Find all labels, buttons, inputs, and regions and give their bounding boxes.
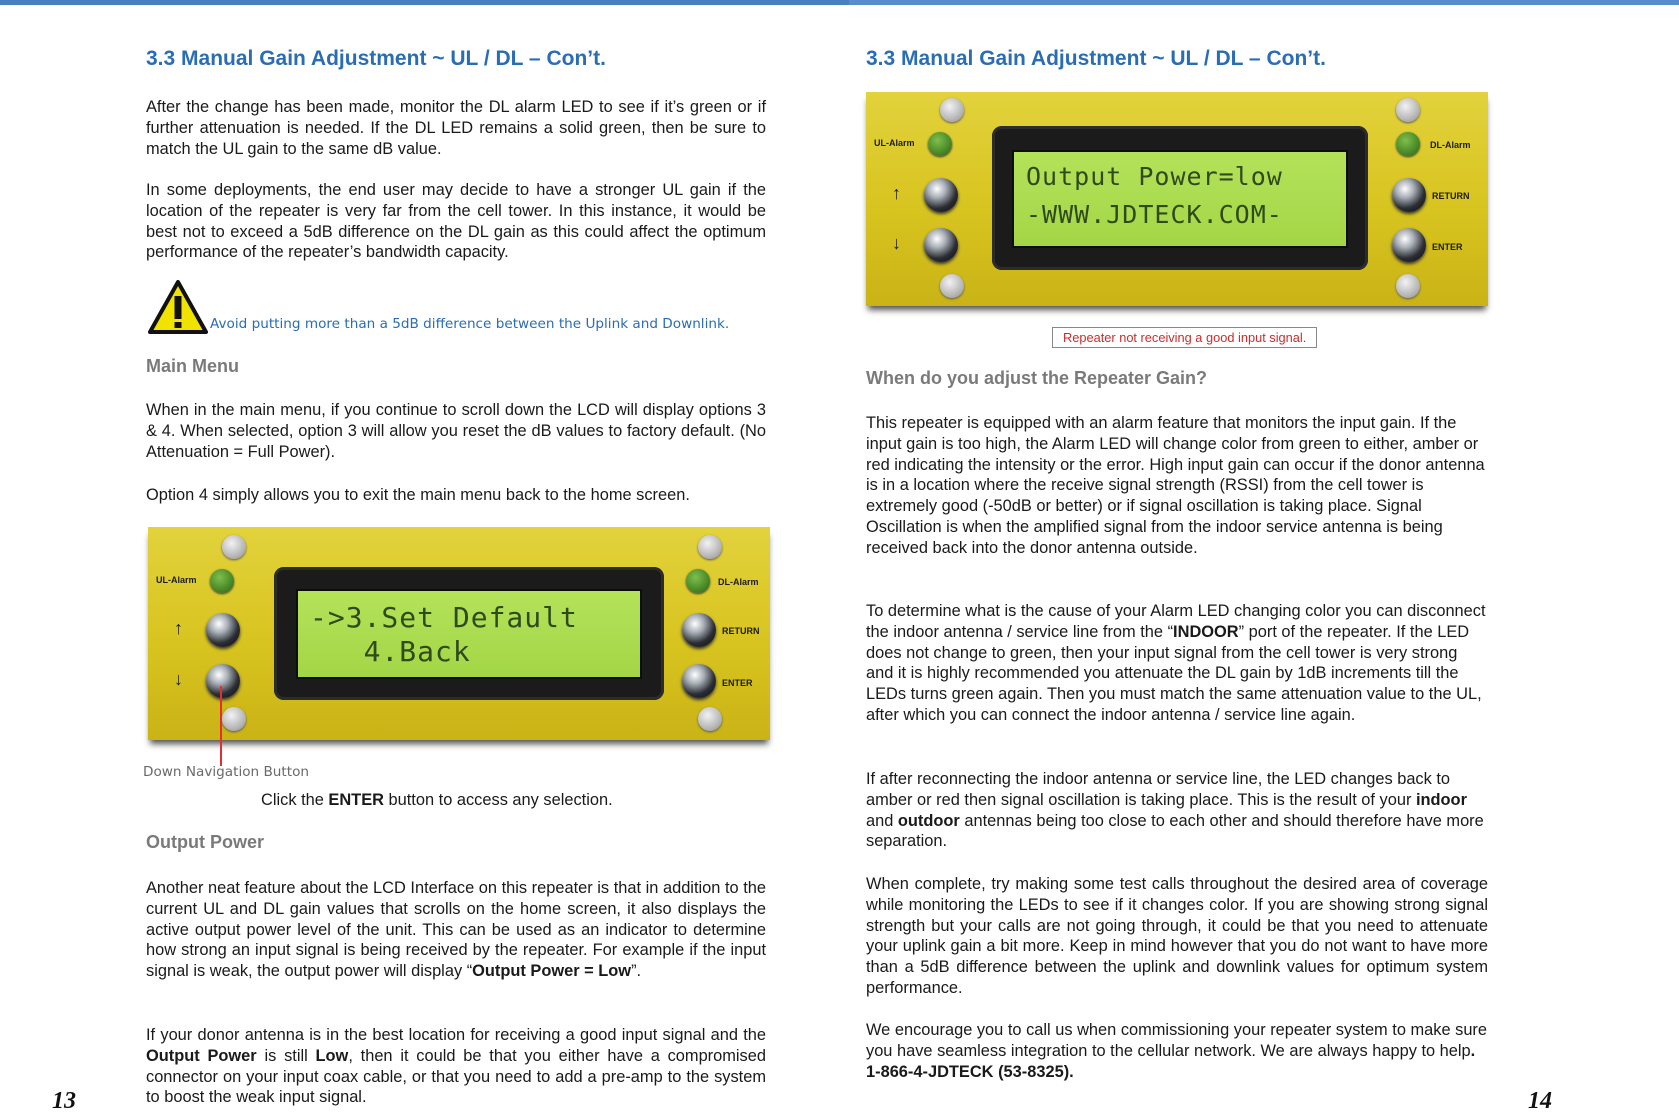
enter-button[interactable] — [682, 664, 716, 698]
repeater-panel-image — [148, 527, 770, 740]
screw-icon — [222, 707, 246, 731]
screw-icon — [222, 535, 246, 559]
return-button[interactable] — [682, 613, 716, 647]
paragraph-output-power: Another neat feature about the LCD Interface on this repeater is that in addition to the current UL and DL gain values that scrolls on the home screen, it also displays the active output power level of the unit. This can be used as an indicator to determine how strong an input signal is being received by the repeater. For example if the input signal is weak, the output power will display “Output Power = Low”. — [146, 879, 766, 981]
return-label: RETURN — [722, 626, 760, 636]
page-number-14: 14 — [1528, 1088, 1552, 1114]
dl-alarm-label: DL-Alarm — [718, 577, 759, 587]
dl-alarm-label: DL-Alarm — [1430, 140, 1471, 150]
down-arrow-icon: ↓ — [174, 669, 183, 689]
lcd-bezel — [274, 567, 664, 700]
up-arrow-icon: ↑ — [892, 183, 901, 203]
screw-icon — [698, 707, 722, 731]
screw-icon — [698, 535, 722, 559]
enter-button[interactable] — [1392, 228, 1426, 262]
enter-label: ENTER — [722, 678, 753, 688]
paragraph-option-4: Option 4 simply allows you to exit the main menu back to the home screen. — [146, 486, 690, 504]
screw-icon — [940, 274, 964, 298]
paragraph-reconnecting: If after reconnecting the indoor antenna or service line, the LED changes back to amber or red then signal oscillation is taking place. This is the result of your indoor and outdoor antennas being too close to each other and should therefore have more separation. — [866, 770, 1484, 851]
page-title: 3.3 Manual Gain Adjustment ~ UL / DL – Con’t. — [866, 47, 1326, 70]
screw-icon — [1396, 274, 1420, 298]
paragraph-after-change: After the change has been made, monitor the DL alarm LED to see if it’s green or if further attenuation is needed. If the DL LED remains a solid green, then be sure to match the UL gain to the same dB value. — [146, 98, 766, 158]
ul-alarm-label: UL-Alarm — [874, 138, 915, 148]
page-number-13: 13 — [52, 1088, 76, 1114]
paragraph-when-complete: When complete, try making some test calls throughout the desired area of coverage while monitoring the LEDs to see if it changes color. If you are showing strong signal strength but your calls are not going through, it could be that you need to attenuate your uplink gain a bit more. Keep in mind however that you do not want to have more than a 5dB difference between the uplink and downlink values for optimum system performance. — [866, 875, 1488, 997]
callout-line — [220, 686, 222, 766]
warning-text: Avoid putting more than a 5dB difference between the Uplink and Downlink. — [210, 316, 730, 332]
image-caption: Repeater not receiving a good input signal. — [1052, 327, 1317, 348]
callout-label: Down Navigation Button — [143, 764, 310, 780]
up-button[interactable] — [206, 613, 240, 647]
up-arrow-icon: ↑ — [174, 618, 183, 638]
dl-alarm-led — [1396, 132, 1420, 156]
paragraph-alarm-feature: This repeater is equipped with an alarm feature that monitors the input gain. If the input gain is too high, the Alarm LED will change color from green to either, amber or red indicating the intensity or the error. High input gain can occur if the donor antenna is in a location where the receive signal strength (RSSI) from the cell tower is extremely good (-50dB or better) or if signal oscillation is taking place. Signal Oscillation is when the amplified signal from the indoor service antenna is being received back into the donor antenna outside. — [866, 414, 1485, 557]
lcd-bezel — [992, 126, 1368, 270]
page-title: 3.3 Manual Gain Adjustment ~ UL / DL – Con’t. — [146, 47, 606, 70]
lcd-screen — [296, 589, 642, 679]
lcd-screen — [1012, 150, 1348, 248]
lcd-line-2: -WWW.JDTECK.COM- — [1026, 200, 1283, 229]
ul-alarm-led — [928, 132, 952, 156]
paragraph-main-menu: When in the main menu, if you continue to scroll down the LCD will display options 3 & 4. When selected, option 3 will allow you reset the dB values to factory default. (No Attenuation = Full Power). — [146, 401, 766, 461]
repeater-panel-image — [866, 92, 1488, 306]
paragraph-contact: We encourage you to call us when commissioning your repeater system to make sure you have seamless integration to the cellular network. We are always happy to help. 1-866-4-JDTECK (53-8325). — [866, 1021, 1488, 1081]
down-arrow-icon: ↓ — [892, 233, 901, 253]
return-label: RETURN — [1432, 191, 1470, 201]
paragraph-determine-cause: To determine what is the cause of your Alarm LED changing color you can disconnect the indoor antenna / service line from the “INDOOR” port of the repeater. If the LED does not change to green, then your input signal from the cell tower is very strong and it is highly recommended you attenuate the DL gain by 1dB increments till the LEDs turns green again. Then you must match the same attenuation value to the UL, after which you can connect the indoor antenna / service line again. — [866, 602, 1486, 724]
ul-alarm-led — [210, 569, 234, 593]
main-menu-heading: Main Menu — [146, 356, 239, 376]
dl-alarm-led — [686, 569, 710, 593]
screw-icon — [940, 98, 964, 122]
screw-icon — [1396, 98, 1420, 122]
ul-alarm-label: UL-Alarm — [156, 575, 197, 585]
output-power-heading: Output Power — [146, 832, 264, 852]
paragraph-deployments: In some deployments, the end user may decide to have a stronger UL gain if the location of the repeater is very far from the cell tower. In this instance, it would be best not to exceed a 5dB difference on the DL gain as this could affect the optimum performance of the repeater’s bandwidth capacity. — [146, 181, 766, 262]
down-button[interactable] — [206, 664, 240, 698]
warning-note — [148, 280, 729, 334]
lcd-line-2: 4.Back — [310, 635, 471, 668]
down-button[interactable] — [924, 228, 958, 262]
enter-instruction: Click the ENTER button to access any selection. — [261, 791, 613, 809]
lcd-line-1: Output Power=low — [1026, 162, 1283, 191]
enter-label: ENTER — [1432, 242, 1463, 252]
lcd-line-1: ->3.Set Default — [310, 601, 578, 634]
repeater-gain-heading: When do you adjust the Repeater Gain? — [866, 368, 1208, 388]
paragraph-donor-antenna: If your donor antenna is in the best location for receiving a good input signal and the Output Power is still Low, then it could be that you either have a compromised connector on your input coax cable, or that you need to add a pre-amp to the system to boost the weak input signal. — [146, 1026, 766, 1107]
warning-icon — [148, 280, 208, 334]
up-button[interactable] — [924, 178, 958, 212]
top-accent-bar-right — [849, 0, 1679, 5]
return-button[interactable] — [1392, 178, 1426, 212]
